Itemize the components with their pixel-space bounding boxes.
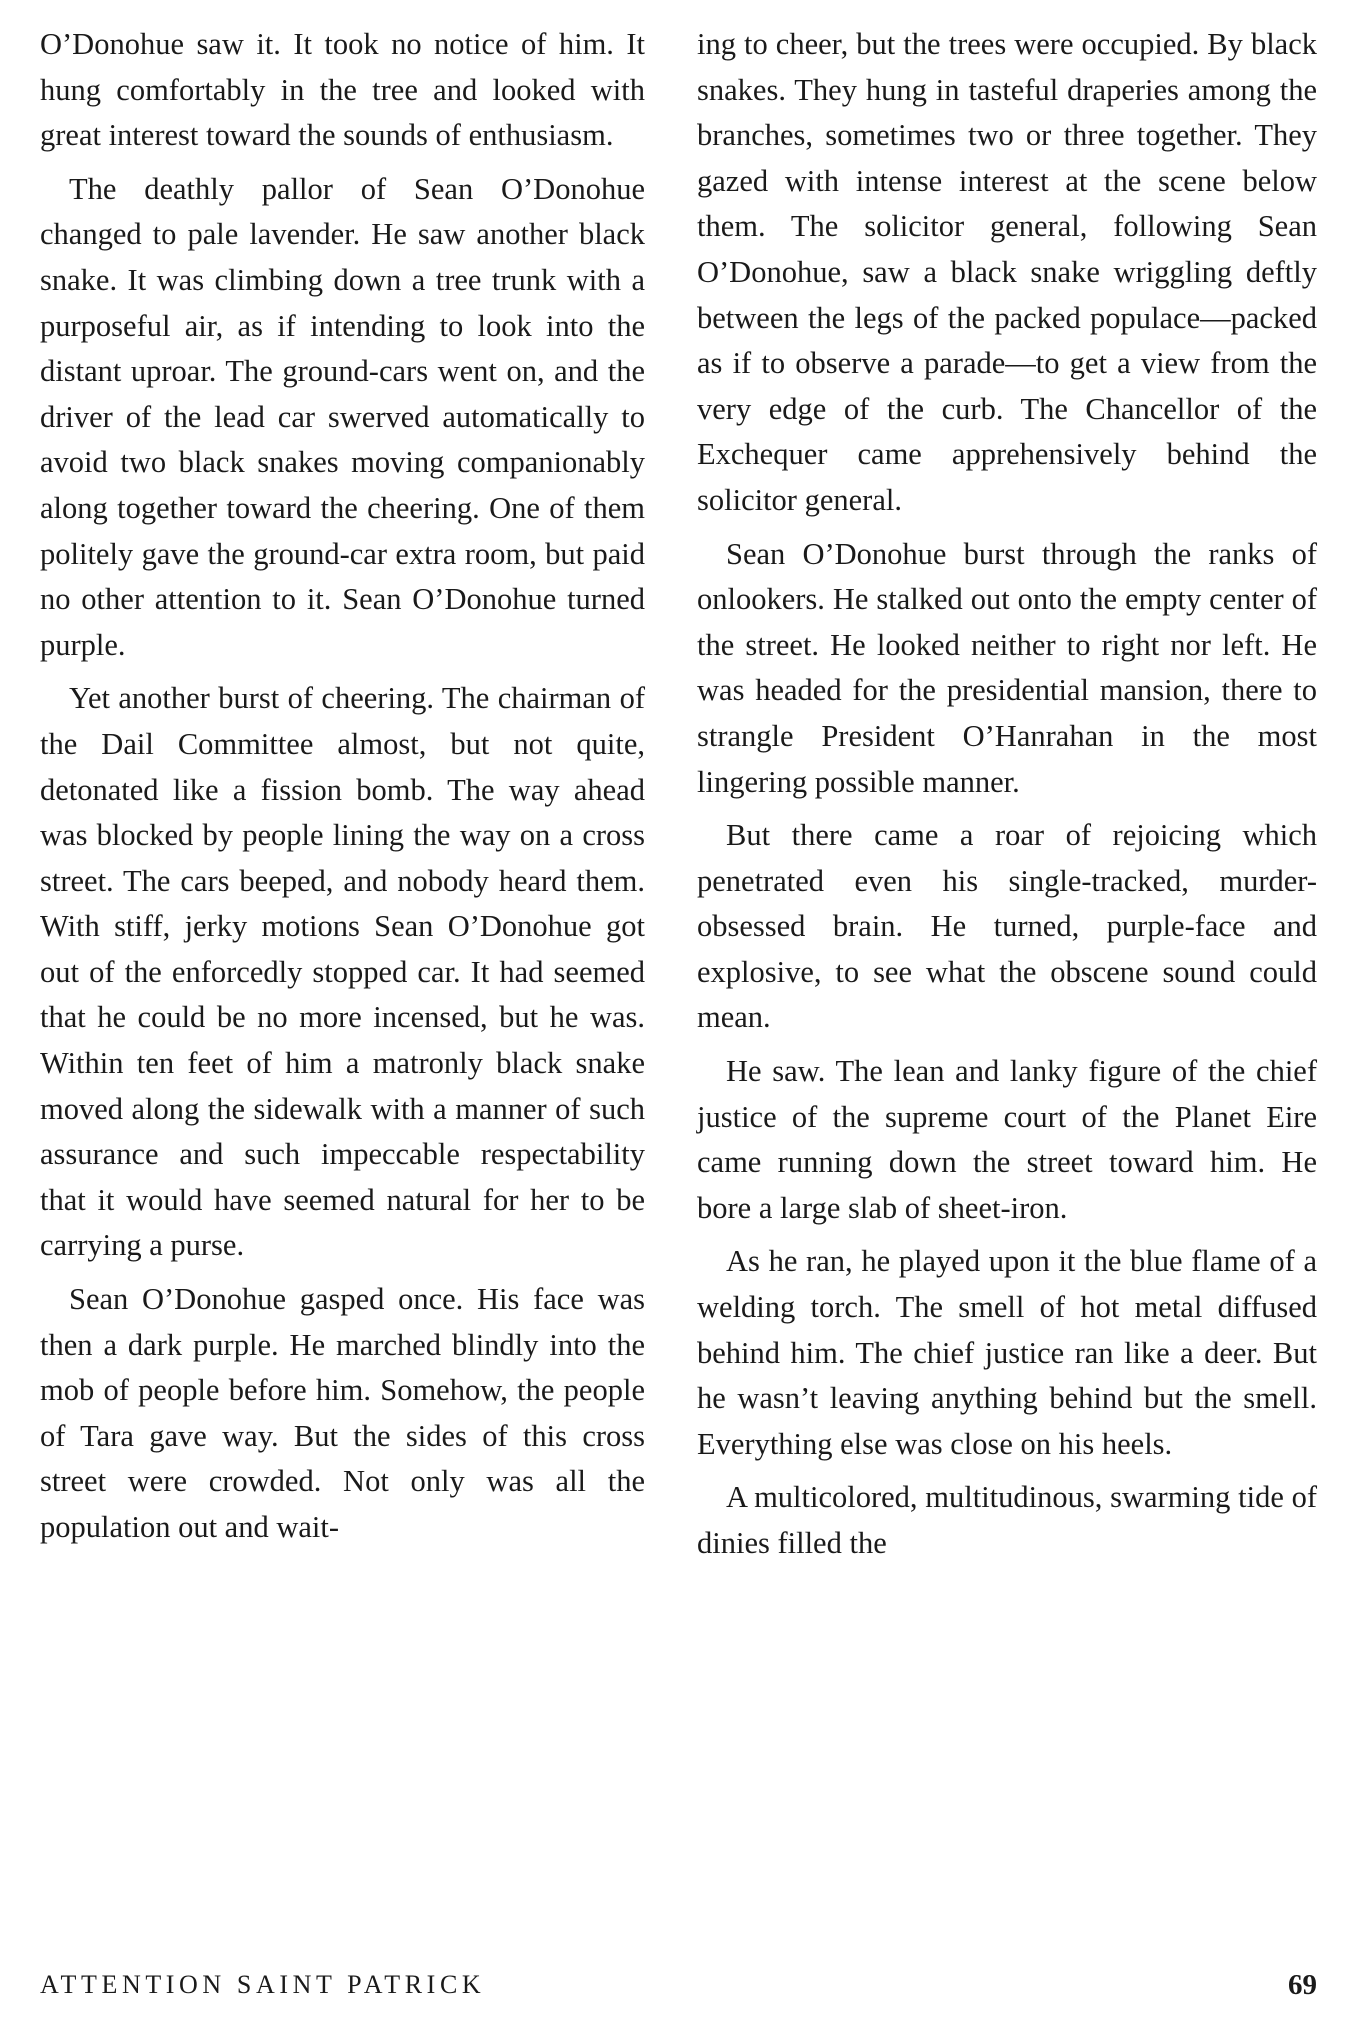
paragraph: Sean O’Donohue gasped once. His face was then a dark purple. He marched blindly into the mob of people before him. Somehow, the people of Tara gave way. But the sides of this cross street were crowded. Not only was all the population out and wait- (40, 1282, 645, 1544)
paragraph: Sean O’Donohue burst through the ranks of onlookers. He stalked out onto the empty center of the street. He looked neither to right nor left. He was headed for the presidential mansion, there to strangle President O’Hanrahan in the most lingering possible manner. (697, 536, 1317, 799)
right-column (697, 22, 1317, 1575)
paragraph: As he ran, he played upon it the blue flame of a welding torch. The smell of hot metal diffused behind him. The chief justice ran like a deer. But he wasn’t leaving anything behind but the smell. Everything else was close on his heels. (697, 1244, 1317, 1461)
page-number: 69 (1288, 1969, 1317, 2001)
page-footer (40, 1965, 1317, 2005)
paragraph: O’Donohue saw it. It took no notice of him. It hung comfortably in the tree and looked with great interest toward the sounds of enthusiasm. (40, 27, 645, 153)
paragraph: He saw. The lean and lanky figure of the chief justice of the supreme court of the Planet Eire came running down the street toward him. He bore a large slab of sheet-iron. (697, 1054, 1317, 1225)
paragraph: A multicolored, multitudinous, swarming tide of dinies filled the (697, 1480, 1317, 1560)
paragraph: Yet another burst of cheering. The chairman of the Dail Committee almost, but not quite, detonated like a fission bomb. The way ahead was blocked by people lining the way on a cross street. The cars beeped, and nobody heard them. With stiff, jerky motions Sean O’Donohue got out of the enforcedly stopped car. It had seemed that he could be no more incensed, but he was. Within ten feet of him a matronly black snake moved along the sidewalk with a manner of such assurance and such impeccable respectability that it would have seemed natural for her to be carrying a purse. (40, 681, 645, 1263)
paragraph: The deathly pallor of Sean O’Donohue changed to pale lavender. He saw another black snake. It was climbing down a tree trunk with a purposeful air, as if intending to look into the distant uproar. The ground-cars went on, and the driver of the lead car swerved automatically to avoid two black snakes moving companionably along together toward the cheering. One of them politely gave the ground-car extra room, but paid no other attention to it. Sean O’Donohue turned purple. (40, 171, 645, 662)
paragraph: But there came a roar of rejoicing which penetrated even his single-tracked, murder-obsessed brain. He turned, purple-face and explosive, to see what the obscene sound could mean. (697, 818, 1317, 1035)
left-column (40, 22, 645, 1559)
paragraph: ing to cheer, but the trees were occupied. By black snakes. They hung in tasteful draperies among the branches, sometimes two or three together. They gazed with intense interest at the scene below them. The solicitor general, following Sean O’Donohue, saw a black snake wriggling deftly between the legs of the packed populace—packed as if to observe a parade—to get a view from the very edge of the curb. The Chancellor of the Exchequer came apprehensively behind the solicitor general. (697, 27, 1317, 517)
running-title: ATTENTION SAINT PATRICK (40, 1970, 486, 1999)
